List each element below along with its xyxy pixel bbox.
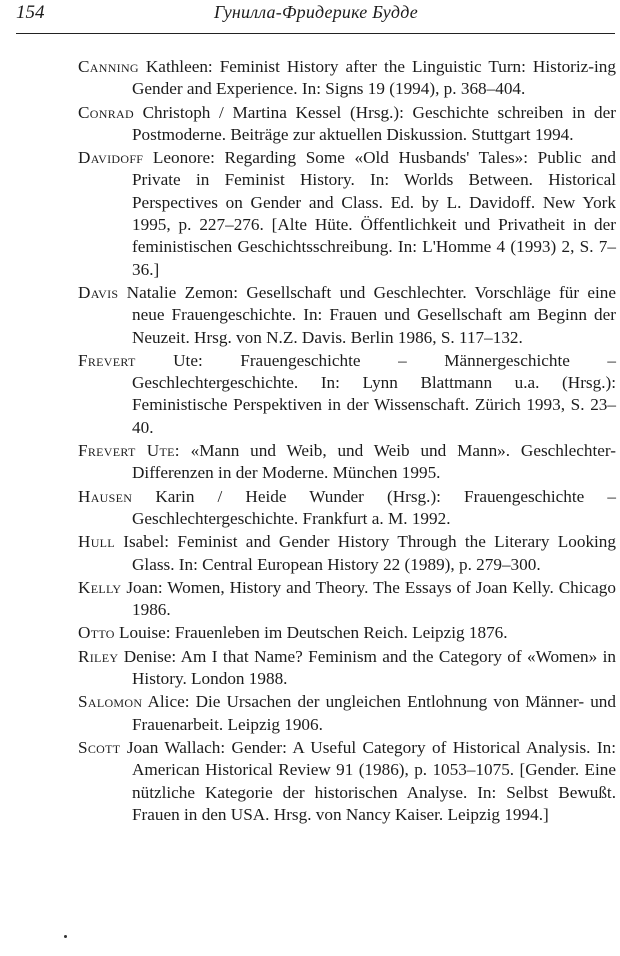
entry-text: Ute: Frauengeschichte – Männergeschichte – Geschlechtergeschichte. In: Lynn Blattmann u.a. (Hrsg.): Feministische Perspektiven in der Wissenschaft. Zürich 1993, S. 23–40. — [132, 350, 616, 437]
entry-text: Christoph / Martina Kessel (Hrsg.): Geschichte schreiben in der Postmoderne. Beiträge zur aktuellen Diskussion. Stuttgart 1994. — [132, 102, 616, 144]
entry-author: Hausen — [78, 486, 133, 506]
page-number: 154 — [16, 2, 45, 23]
entry-author: Scott — [78, 737, 121, 757]
entry-text: Alice: Die Ursachen der ungleichen Entlohnung von Männer- und Frauenarbeit. Leipzig 1906. — [132, 692, 616, 734]
bibliography-entry — [78, 622, 616, 644]
entry-text: Louise: Frauenleben im Deutschen Reich. Leipzig 1876. — [114, 623, 508, 643]
bibliography-entry — [78, 646, 616, 691]
entry-author: Conrad — [78, 102, 134, 122]
bibliography-entry — [78, 56, 616, 101]
bibliography-entry — [78, 350, 616, 439]
bibliography-entry — [78, 691, 616, 736]
entry-author: Riley — [78, 646, 119, 666]
header-rule — [16, 33, 615, 34]
entry-author: Frevert — [78, 350, 136, 370]
page-header — [16, 2, 616, 32]
entry-text: Denise: Am I that Name? Feminism and the Category of «Women» in History. London 1988. — [118, 646, 616, 689]
entry-author: Davis — [78, 282, 119, 302]
entry-author: Canning — [78, 57, 139, 76]
bibliography-entry — [78, 102, 616, 147]
entry-text: Joan: Women, History and Theory. The Essays of Joan Kelly. Chicago 1986. — [121, 577, 616, 620]
bibliography-entry — [78, 486, 616, 531]
entry-author: Kelly — [78, 577, 122, 597]
bibliography-entry — [78, 440, 616, 485]
entry-text: Karin / Heide Wunder (Hrsg.): Frauengeschichte – Geschlechtergeschichte. Frankfurt a. M. 1992. — [132, 486, 616, 528]
bibliography-entry — [78, 577, 616, 622]
running-title: Гунилла-Фридерике Будде — [214, 2, 418, 22]
entry-text: Leonore: Regarding Some «Old Husbands' Tales»: Public and Private in Feminist History. In: Worlds Between. Historical Perspectives on Gender and Class. Ed. by L. Davidoff. New York 1995, p. 227–276. [Alte Hüte. Öffentlichkeit und Privatheit in der feministischen Geschichtsschreibung. In: L'Homme 4 (1993) 2, S. 7–36.] — [132, 148, 616, 279]
entry-author: Hull — [78, 532, 115, 552]
entry-author: Salomon — [78, 692, 143, 712]
bibliography-entry — [78, 282, 616, 349]
bibliography-list — [78, 56, 616, 827]
bibliography-entry — [78, 531, 616, 576]
entry-author: Davidoff — [78, 148, 144, 168]
entry-text: Natalie Zemon: Gesellschaft und Geschlechter. Vorschläge für eine neue Frauengeschichte. In: Frauen und Gesellschaft am Beginn der Neuzeit. Hrsg. von N.Z. Davis. Berlin 1986, S. 117–132. — [118, 282, 616, 347]
entry-author: Frevert Ute: — [78, 441, 180, 461]
entry-text: Kathleen: Feminist History after the Linguistic Turn: Historiz-ing Gender and Experience. In: Signs 19 (1994), p. 368–404. — [132, 57, 616, 99]
entry-author: Otto — [78, 623, 115, 643]
entry-text: «Mann und Weib, und Weib und Mann». Geschlechter-Differenzen in der Moderne. München 1995. — [132, 441, 616, 483]
entry-text: Joan Wallach: Gender: A Useful Category of Historical Analysis. In: American Historical Review 91 (1986), p. 1053–1075. [Gender. Eine nützliche Kategorie der historischen Analyse. In: Selbst Bewußt. Frauen in den USA. Hrsg. von Nancy Kaiser. Leipzig 1994.] — [120, 737, 616, 824]
bibliography-entry — [78, 147, 616, 281]
bibliography-entry — [78, 737, 616, 826]
scan-speck — [64, 935, 67, 938]
entry-text: Isabel: Feminist and Gender History Through the Literary Looking Glass. In: Central European History 22 (1989), p. 279–300. — [114, 532, 616, 574]
